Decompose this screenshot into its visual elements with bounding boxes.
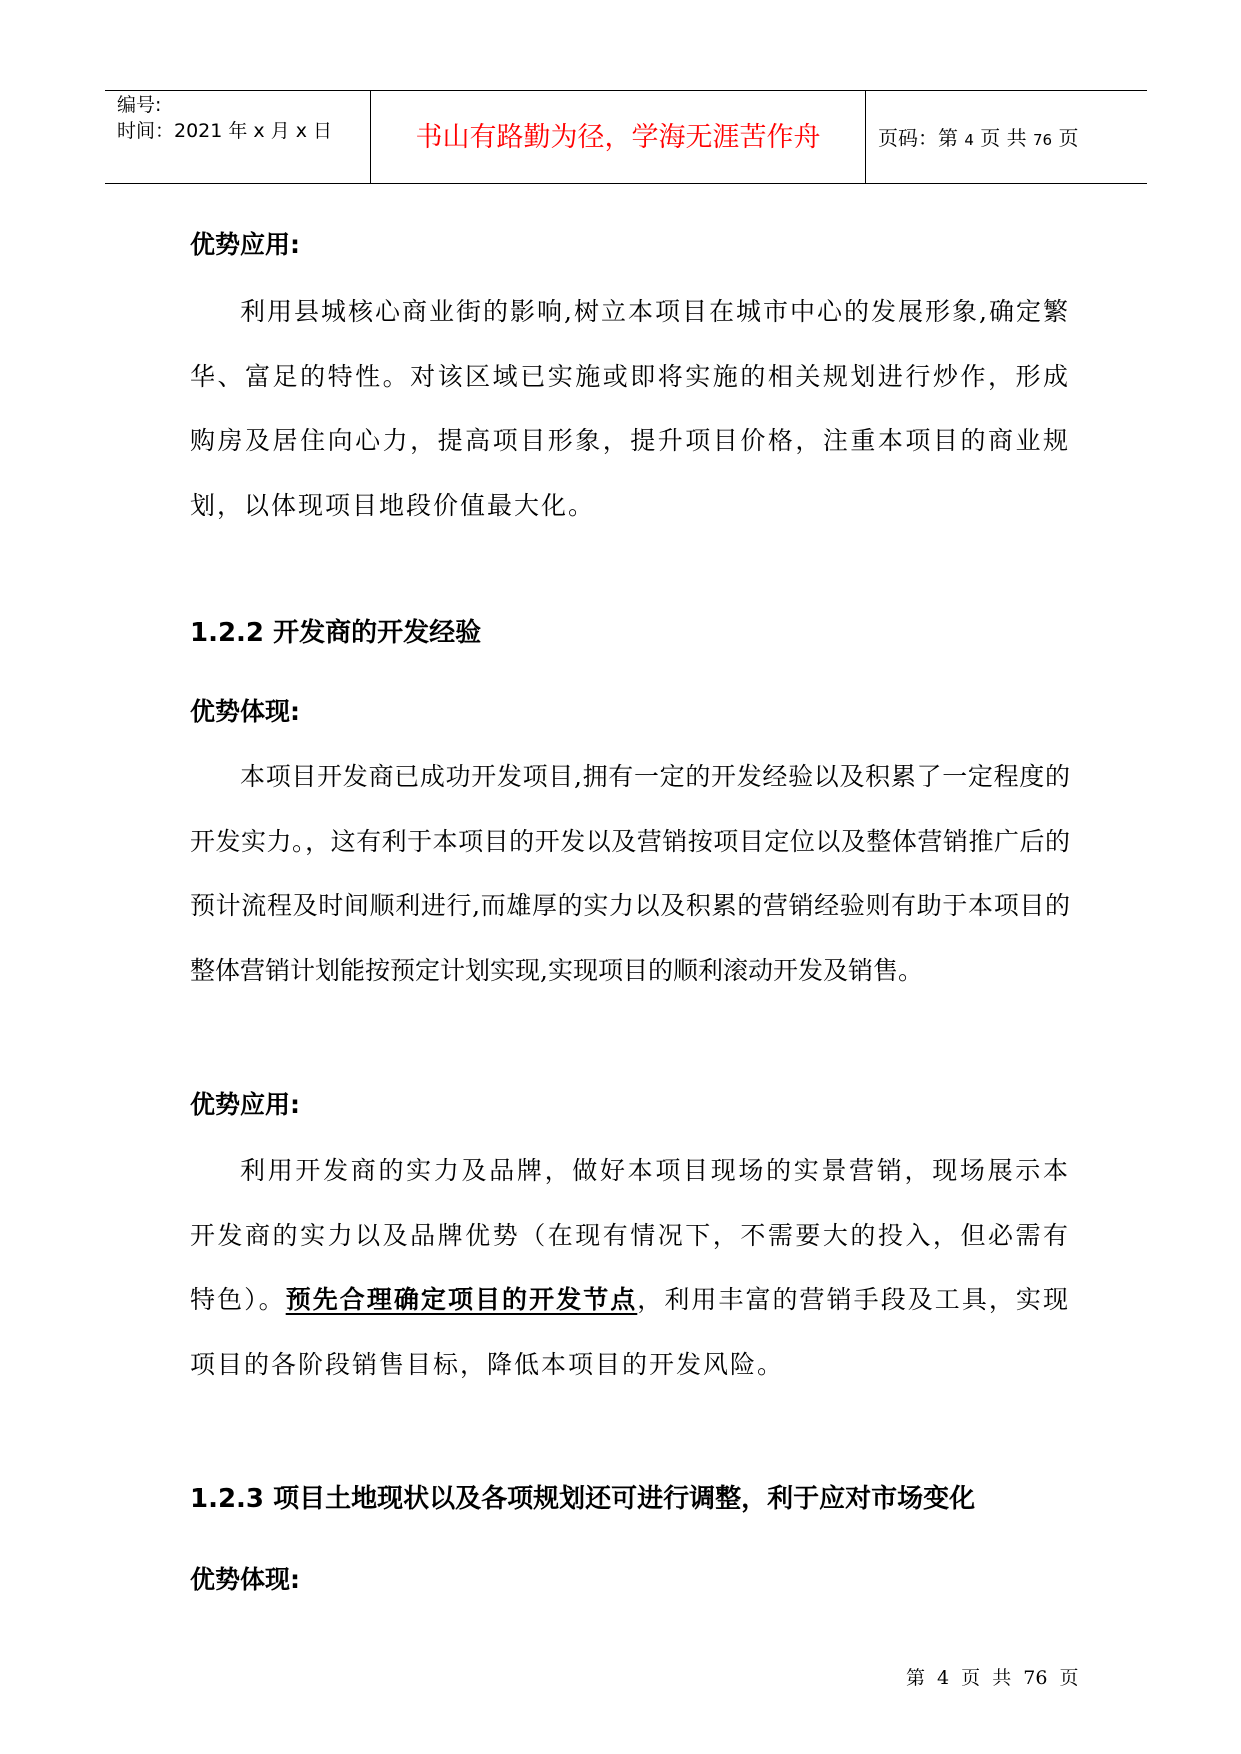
- paragraph-advantage-application-2: [190, 1139, 1070, 1397]
- page-footer: 第 4 页 共 76 页: [906, 1667, 1079, 1689]
- paragraph-text-continued: ，利用丰富的营销手段及工具，实现项目的各阶段销售目标，降低本项目的开发风险。: [190, 1285, 1070, 1379]
- page-label-suffix: 页: [1058, 126, 1079, 150]
- section-label-advantage-application: 优势应用:: [190, 230, 300, 259]
- document-number-label: 编号:: [117, 94, 162, 116]
- page-label-mid: 页 共: [980, 126, 1027, 150]
- page-current: 4: [964, 131, 974, 149]
- paragraph-advantage-manifestation-1: 本项目开发商已成功开发项目,拥有一定的开发经验以及积累了一定程度的开发实力。，这有利于本项目的开发以及营销按项目定位以及整体营销推广后的预计流程及时间顺利进行,而雄厚的实力以及积累的营销经验则有助于本项目的整体营销计划能按预定计划实现,实现项目的顺利滚动开发及销售。: [190, 762, 1070, 985]
- page-label-prefix: 页码：第: [878, 126, 958, 150]
- section-heading-1-2-2: 1.2.2 开发商的开发经验: [190, 618, 482, 648]
- section-label-advantage-manifestation: 优势体现:: [190, 697, 300, 726]
- paragraph-advantage-application-1: 利用县城核心商业街的影响,树立本项目在城市中心的发展形象,确定繁华、富足的特性。对该区域已实施或即将实施的相关规划进行炒作，形成购房及居住向心力，提高项目形象，提升项目价格，注重本项目的商业规划，以体现项目地段价值最大化。: [190, 297, 1070, 520]
- paragraph-text: 利用开发商的实力及品牌，做好本项目现场的实景营销，现场展示本开发商的实力以及品牌优势（在现有情况下，不需要大的投入，但必需有特色）。: [190, 1156, 1070, 1314]
- header-page-cell: [866, 91, 1147, 183]
- document-time-label: 时间：2021 年 x 月 x 日: [117, 120, 333, 142]
- section-label-advantage-application-2: 优势应用:: [190, 1090, 300, 1119]
- page-total: 76: [1032, 131, 1053, 149]
- emphasized-development-milestones: 预先合理确定项目的开发节点: [285, 1285, 638, 1314]
- section-label-advantage-manifestation-2: 优势体现:: [190, 1565, 300, 1594]
- page-header: [105, 90, 1147, 184]
- header-motto-cell: [370, 91, 866, 183]
- header-page-number: [878, 126, 1078, 152]
- header-motto: 书山有路勤为径，学海无涯苦作舟: [415, 122, 821, 153]
- header-info-cell: [105, 91, 370, 183]
- section-heading-1-2-3: 1.2.3 项目土地现状以及各项规划还可进行调整，利于应对市场变化: [190, 1484, 976, 1514]
